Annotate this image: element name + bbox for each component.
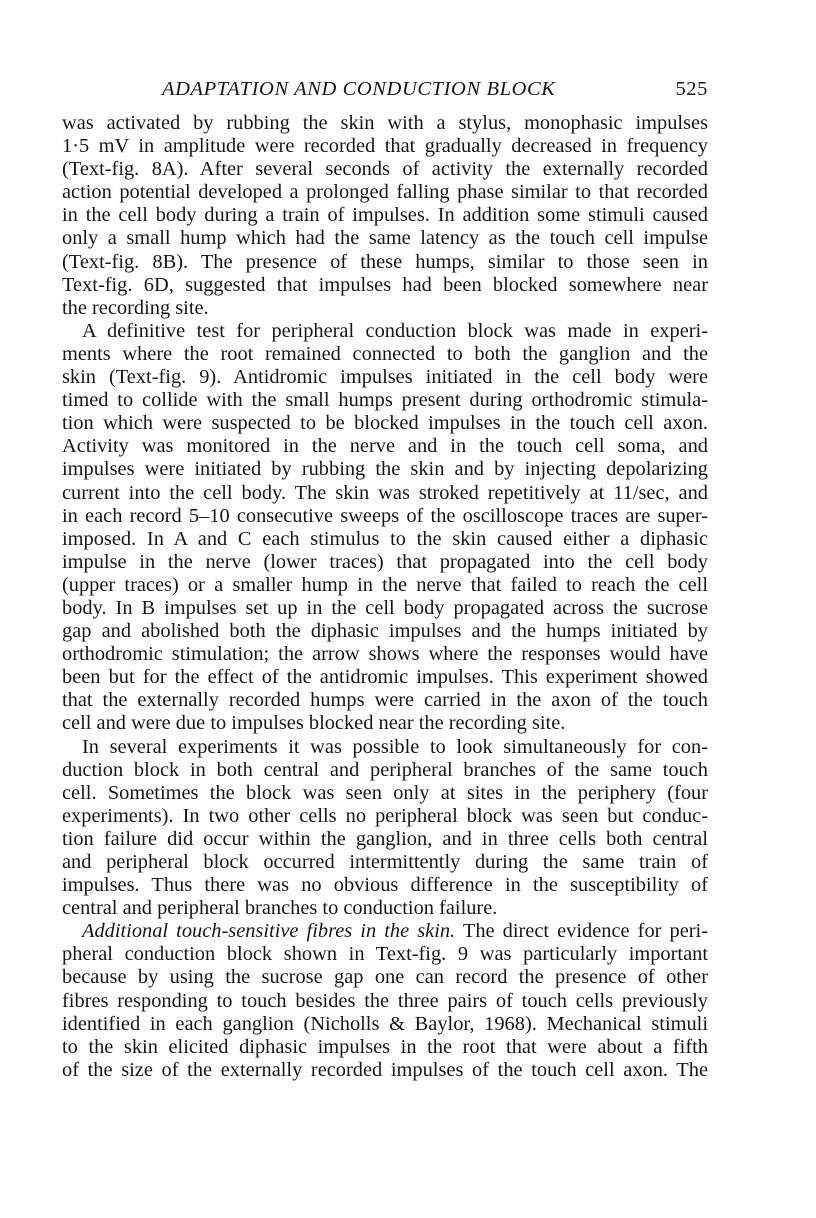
- section-lead-line: [62, 920, 708, 943]
- text-line: action potential developed a prolonged falling phase similar to that recorded: [62, 181, 708, 204]
- text-line: (Text-fig. 8A). After several seconds of activity the externally recorded: [62, 158, 708, 181]
- text-line: Activity was monitored in the nerve and in the touch cell soma, and: [62, 435, 708, 458]
- text-line: to the skin elicited diphasic impulses in the root that were about a fifth: [62, 1035, 708, 1058]
- text-run: The direct evidence for peri-: [455, 920, 708, 943]
- text-line: that the externally recorded humps were carried in the axon of the touch: [62, 689, 708, 712]
- text-line: (upper traces) or a smaller hump in the nerve that failed to reach the cell: [62, 573, 708, 596]
- paragraph-3: [62, 736, 708, 921]
- text-line: duction block in both central and peripheral branches of the same touch: [62, 758, 708, 781]
- text-line: ments where the root remained connected to both the ganglion and the: [62, 342, 708, 365]
- text-line: current into the cell body. The skin was stroked repetitively at 11/sec, and: [62, 481, 708, 504]
- text-line: imposed. In A and C each stimulus to the skin caused either a diphasic: [62, 527, 708, 550]
- text-line: A definitive test for peripheral conduction block was made in experi-: [82, 319, 708, 342]
- paragraph-1: [62, 112, 708, 320]
- text-line: gap and abolished both the diphasic impulses and the humps initiated by: [62, 620, 708, 643]
- text-line: impulses were initiated by rubbing the skin and by injecting depolarizing: [62, 458, 708, 481]
- text-line: pheral conduction block shown in Text-fig. 9 was particularly important: [62, 943, 708, 966]
- page-number: 525: [675, 78, 708, 100]
- text-line: (Text-fig. 8B). The presence of these humps, similar to those seen in: [62, 250, 708, 273]
- running-header: [62, 78, 708, 112]
- paragraph-4: [62, 920, 708, 1082]
- running-title: ADAPTATION AND CONDUCTION BLOCK: [162, 78, 556, 100]
- text-line: in each record 5–10 consecutive sweeps of the oscilloscope traces are super-: [62, 504, 708, 527]
- section-heading: Additional touch-sensitive fibres in the skin.: [82, 920, 456, 943]
- text-line: timed to collide with the small humps present during orthodromic stimula-: [62, 389, 708, 412]
- text-line: In several experiments it was possible to look simultaneously for con-: [82, 735, 708, 758]
- text-line: central and peripheral branches to conduction failure.: [62, 897, 498, 920]
- text-line: cell and were due to impulses blocked near the recording site.: [62, 712, 566, 735]
- text-line: of the size of the externally recorded impulses of the touch cell axon. The: [62, 1058, 708, 1081]
- text-line: identified in each ganglion (Nicholls & Baylor, 1968). Mechanical stimuli: [62, 1012, 708, 1035]
- text-line: tion which were suspected to be blocked impulses in the touch cell axon.: [62, 412, 708, 435]
- paragraph-2: [62, 320, 708, 736]
- text-line: and peripheral block occurred intermittently during the same train of: [62, 851, 708, 873]
- text-line: was activated by rubbing the skin with a stylus, monophasic impulses: [62, 112, 708, 134]
- text-line: fibres responding to touch besides the three pairs of touch cells previously: [62, 989, 708, 1012]
- text-line: cell. Sometimes the block was seen only at sites in the periphery (four: [62, 781, 708, 804]
- text-line: been but for the effect of the antidromic impulses. This experiment showed: [62, 666, 708, 689]
- text-line: experiments). In two other cells no peripheral block was seen but conduc-: [62, 804, 708, 827]
- text-line: body. In B impulses set up in the cell body propagated across the sucrose: [62, 596, 708, 619]
- text-line: Text-fig. 6D, suggested that impulses had been blocked somewhere near: [62, 273, 708, 296]
- text-line: skin (Text-fig. 9). Antidromic impulses initiated in the cell body were: [62, 366, 708, 389]
- text-line: impulses. Thus there was no obvious difference in the susceptibility of: [62, 874, 708, 897]
- text-line: only a small hump which had the same latency as the touch cell impulse: [62, 227, 708, 250]
- text-line: because by using the sucrose gap one can record the presence of other: [62, 966, 708, 989]
- text-line: impulse in the nerve (lower traces) that propagated into the cell body: [62, 550, 708, 573]
- text-line: orthodromic stimulation; the arrow shows where the responses would have: [62, 643, 708, 666]
- text-line: tion failure did occur within the ganglion, and in three cells both central: [62, 827, 708, 850]
- text-line: in the cell body during a train of impulses. In addition some stimuli caused: [62, 204, 708, 227]
- journal-page: [62, 78, 708, 1082]
- text-line: the recording site.: [62, 296, 209, 319]
- text-line: 1·5 mV in amplitude were recorded that gradually decreased in frequency: [62, 135, 708, 158]
